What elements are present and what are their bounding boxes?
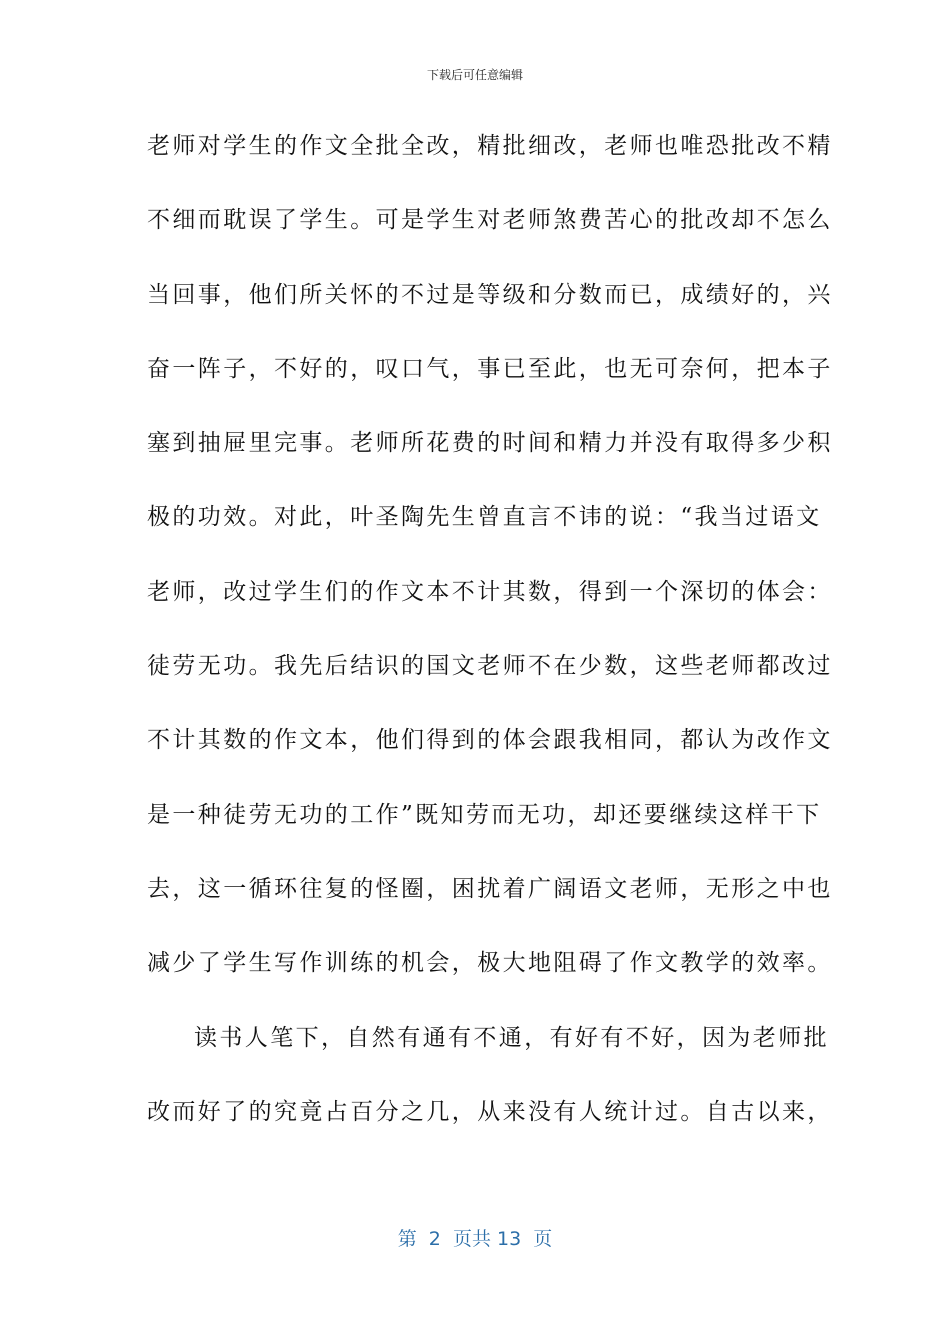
text-line: 奋一阵子，不好的，叹口气，事已至此，也无可奈何，把本子: [147, 355, 833, 382]
paragraph-start-line: 读书人笔下，自然有通有不通，有好有不好，因为老师批: [194, 1024, 829, 1051]
text-line: 不计其数的作文本，他们得到的体会跟我相同，都认为改作文: [147, 727, 833, 754]
text-line: 去，这一循环往复的怪圈，困扰着广阔语文老师，无形之中也: [147, 875, 833, 902]
page-header: 下载后可任意编辑: [426, 68, 523, 82]
text-line: 老师，改过学生们的作文本不计其数，得到一个深切的体会：: [147, 578, 833, 605]
text-line: 塞到抽屉里完事。老师所花费的时间和精力并没有取得多少积: [147, 430, 833, 457]
page-number-footer: 第 2 页共 13 页: [397, 1228, 553, 1250]
text-line: 改而好了的究竟占百分之几，从来没有人统计过。自古以来，: [147, 1098, 833, 1125]
text-line: 当回事，他们所关怀的不过是等级和分数而已，成绩好的，兴: [147, 281, 833, 308]
text-line: 极的功效。对此，叶圣陶先生曾直言不讳的说：“我当过语文: [147, 504, 822, 531]
text-line: 徒劳无功。我先后结识的国文老师不在少数，这些老师都改过: [147, 653, 833, 680]
document-body: [147, 121, 833, 1161]
text-line: 是一种徒劳无功的工作”既知劳而无功，却还要继续这样干下: [147, 801, 822, 828]
text-line: 不细而耽误了学生。可是学生对老师煞费苦心的批改却不怎么: [147, 207, 833, 234]
text-line: 减少了学生写作训练的机会，极大地阻碍了作文教学的效率。: [147, 950, 833, 977]
text-line: 老师对学生的作文全批全改，精批细改，老师也唯恐批改不精: [147, 133, 833, 159]
